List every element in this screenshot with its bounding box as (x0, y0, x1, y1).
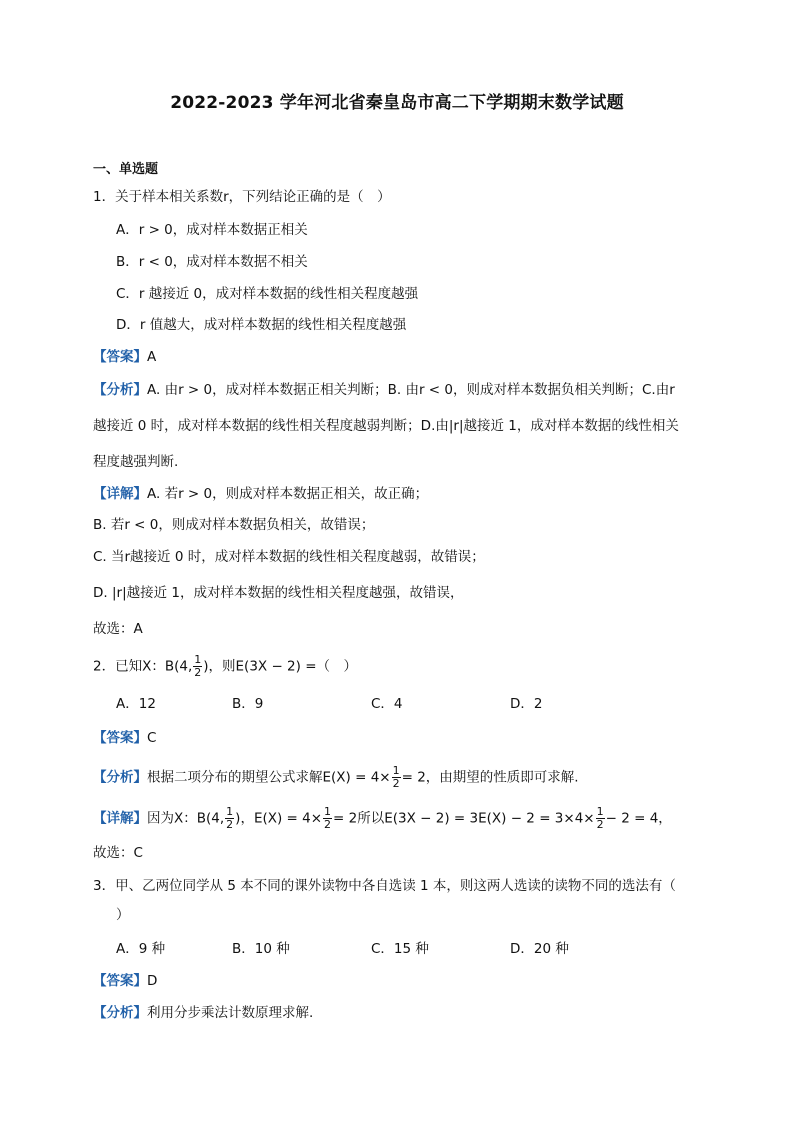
q2-option-d: D．2 (510, 696, 543, 712)
q1-stem: 1．关于样本相关系数r，下列结论正确的是（ ） (93, 189, 391, 205)
fraction: $\frac{1}{2}$ (392, 764, 400, 790)
answer-tag: 【答案】 (93, 349, 147, 365)
q2-stem-post: )，则E(3X − 2) =（ ） (203, 658, 358, 675)
answer-tag: 【答案】 (93, 730, 147, 746)
q1-answer-line (93, 347, 156, 367)
q2-answer: C (147, 730, 157, 746)
q2-answer-line (93, 728, 156, 748)
q1-analysis-line-1 (93, 380, 675, 400)
q2-conclusion: 故选：C (93, 845, 143, 861)
fraction: $\frac{1}{2}$ (324, 805, 332, 831)
q2-stem (93, 654, 357, 679)
q1-option-b: B．r < 0，成对样本数据不相关 (116, 254, 308, 270)
q2-option-c: C．4 (371, 696, 403, 712)
analysis-tag: 【分析】 (93, 1005, 147, 1021)
q1-analysis-line-2: 越接近 0 时，成对样本数据的线性相关程度越弱判断；D.由|r|越接近 1，成对样本数据的线性相关 (93, 418, 679, 434)
q1-detail-line-1 (93, 484, 428, 504)
q2-detail-line: 【详解】因为X：B(4, $\frac{1}{2}$ )，E(X) = 4× $\frac{1}{2}$ = 2所以E(3X − 2) = 3E(X) − 2 = 3×4× $\frac{1}{2}$ − 2 = 4， (93, 805, 672, 831)
detail-tag: 【详解】 (93, 810, 147, 827)
q1-detail-text-1: A. 若r > 0，则成对样本数据正相关，故正确； (147, 486, 429, 502)
q3-option-c: C．15 种 (371, 941, 429, 957)
q3-stem: 3．甲、乙两位同学从 5 本不同的课外读物中各自选读 1 本，则这两人选读的读物不同的选法有（ (93, 878, 676, 894)
q3-answer-line (93, 971, 157, 991)
analysis-tag: 【分析】 (93, 382, 147, 398)
q1-detail-line-4: D. |r|越接近 1，成对样本数据的线性相关程度越强，故错误， (93, 585, 464, 601)
q1-analysis-text-1: A. 由r > 0，成对样本数据正相关判断；B. 由r < 0，则成对样本数据负相关判断；C.由r (147, 382, 675, 398)
q2-option-b: B．9 (232, 696, 264, 712)
q3-analysis-line (93, 1003, 313, 1023)
fraction: $\frac{1}{2}$ (226, 805, 234, 831)
q3-option-b: B．10 种 (232, 941, 290, 957)
fraction: $\frac{1}{2}$ (596, 805, 604, 831)
q1-option-a: A．r > 0，成对样本数据正相关 (116, 222, 308, 238)
q1-option-c: C．r 越接近 0，成对样本数据的线性相关程度越强 (116, 286, 419, 302)
q3-analysis-text: 利用分步乘法计数原理求解. (147, 1005, 314, 1021)
page-title: 2022-2023 学年河北省秦皇岛市高二下学期期末数学试题 (170, 93, 624, 113)
q1-analysis-line-3: 程度越强判断. (93, 454, 179, 470)
section-heading: 一、单选题 (93, 162, 159, 177)
q3-option-d: D．20 种 (510, 941, 569, 957)
q2-option-a: A．12 (116, 696, 156, 712)
q2-stem-pre: 2．已知X：B(4, (93, 658, 193, 675)
q1-option-d: D．r 值越大，成对样本数据的线性相关程度越强 (116, 317, 407, 333)
q1-detail-line-2: B. 若r < 0，则成对样本数据负相关，故错误； (93, 517, 375, 533)
q3-option-a: A．9 种 (116, 941, 166, 957)
q3-stem-cont: ） (116, 907, 130, 923)
fraction: $\frac{1}{2}$ (194, 653, 202, 679)
q3-answer: D (147, 973, 158, 989)
q2-analysis-line: 【分析】根据二项分布的期望公式求解E(X) = 4× $\frac{1}{2}$ = 2，由期望的性质即可求解. (93, 764, 579, 790)
answer-tag: 【答案】 (93, 973, 147, 989)
detail-tag: 【详解】 (93, 486, 147, 502)
analysis-tag: 【分析】 (93, 769, 147, 786)
q1-detail-line-3: C. 当r越接近 0 时，成对样本数据的线性相关程度越弱，故错误； (93, 549, 485, 565)
q1-answer: A (147, 349, 157, 365)
q1-conclusion: 故选：A (93, 621, 143, 637)
